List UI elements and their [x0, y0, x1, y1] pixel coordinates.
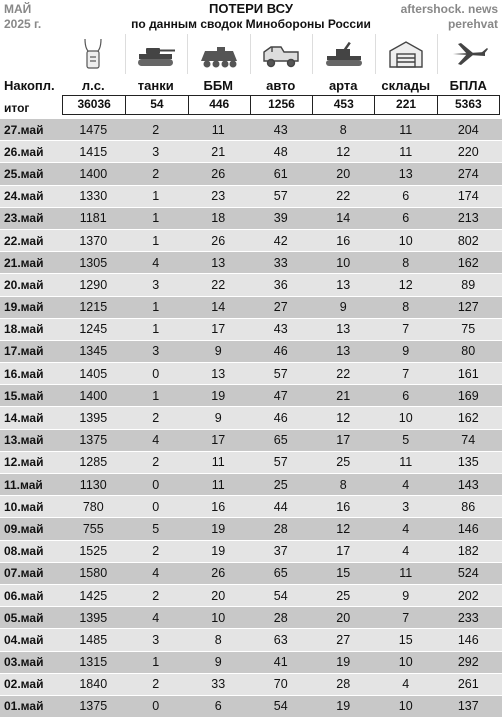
table-cell: 19 — [211, 521, 226, 536]
table-cell: 161 — [457, 366, 479, 381]
table-cell: 25 — [336, 455, 351, 470]
table-cell: 11 — [399, 144, 413, 159]
table-row — [0, 540, 502, 562]
table-cell: 0 — [152, 366, 160, 381]
table-cell: 0 — [152, 499, 160, 514]
table-cell: 28 — [336, 677, 351, 692]
table-cell: 1580 — [79, 566, 108, 581]
row-date: 26.май — [4, 144, 44, 159]
table-cell: 1370 — [79, 233, 108, 248]
table-cell: 48 — [273, 144, 288, 159]
table-cell: 65 — [273, 433, 288, 448]
column-header-tanks: танки — [137, 78, 174, 93]
table-cell: 23 — [211, 189, 226, 204]
row-date: 11.май — [4, 477, 43, 492]
table-cell: 46 — [273, 344, 288, 359]
table-cell: 57 — [273, 455, 288, 470]
table-cell: 9 — [339, 300, 347, 315]
table-cell: 16 — [336, 499, 351, 514]
row-date: 01.май — [4, 699, 44, 714]
table-cell: 5 — [152, 521, 160, 536]
table-row — [0, 406, 502, 428]
table-cell: 9 — [402, 344, 410, 359]
row-date: 02.май — [4, 677, 44, 692]
table-row — [0, 362, 502, 384]
table-cell: 14 — [211, 300, 226, 315]
table-cell: 780 — [82, 499, 104, 514]
table-cell: 4 — [402, 677, 410, 692]
table-cell: 1215 — [79, 300, 108, 315]
table-cell: 22 — [336, 366, 351, 381]
table-cell: 1840 — [79, 677, 108, 692]
table-cell: 22 — [336, 189, 351, 204]
table-cell: 12 — [398, 277, 413, 292]
table-cell: 4 — [402, 544, 410, 559]
table-cell: 1375 — [79, 699, 108, 714]
table-cell: 75 — [461, 322, 476, 337]
table-cell: 18 — [211, 211, 226, 226]
warehouse-icon — [375, 34, 438, 74]
column-header-personnel: л.с. — [81, 78, 105, 93]
table-cell: 8 — [402, 255, 410, 270]
table-row — [0, 185, 502, 207]
tank-icon — [125, 34, 188, 74]
table-cell: 1 — [152, 388, 160, 403]
table-cell: 13 — [398, 166, 413, 181]
page-subtitle: по данным сводок Минобороны России — [131, 17, 371, 31]
table-cell: 13 — [336, 344, 351, 359]
table-cell: 21 — [336, 388, 351, 403]
table-cell: 4 — [152, 433, 160, 448]
total-uav: 5363 — [437, 96, 499, 114]
table-row — [0, 207, 502, 229]
table-cell: 8 — [339, 477, 347, 492]
table-cell: 57 — [273, 189, 288, 204]
table-row — [0, 473, 502, 495]
row-date: 20.май — [4, 277, 44, 292]
table-cell: 2 — [152, 544, 160, 559]
table-cell: 17 — [336, 433, 351, 448]
table-cell: 6 — [402, 189, 410, 204]
table-cell: 1285 — [79, 455, 108, 470]
row-date: 10.май — [4, 499, 44, 514]
table-cell: 10 — [398, 699, 413, 714]
table-cell: 11 — [211, 477, 225, 492]
column-header-artillery: арта — [328, 78, 358, 93]
table-cell: 2 — [152, 122, 160, 137]
table-cell: 19 — [336, 655, 351, 670]
table-cell: 2 — [152, 455, 160, 470]
table-row — [0, 251, 502, 273]
table-cell: 42 — [273, 233, 288, 248]
table-cell: 4 — [152, 255, 160, 270]
table-cell: 13 — [211, 255, 226, 270]
table-row — [0, 140, 502, 162]
row-date: 08.май — [4, 544, 44, 559]
table-cell: 1 — [152, 233, 160, 248]
table-cell: 11 — [399, 566, 413, 581]
table-cell: 1 — [152, 211, 160, 226]
table-cell: 27 — [273, 300, 288, 315]
table-cell: 137 — [457, 699, 479, 714]
apc-icon — [187, 34, 250, 74]
column-header-afv: ББМ — [203, 78, 234, 93]
table-cell: 63 — [273, 632, 288, 647]
table-cell: 11 — [399, 122, 413, 137]
table-cell: 2 — [152, 411, 160, 426]
table-cell: 33 — [211, 677, 226, 692]
table-cell: 4 — [152, 610, 160, 625]
table-cell: 13 — [336, 277, 351, 292]
table-cell: 1485 — [79, 632, 108, 647]
table-cell: 9 — [402, 588, 410, 603]
table-cell: 8 — [339, 122, 347, 137]
table-cell: 25 — [336, 588, 351, 603]
table-cell: 524 — [457, 566, 479, 581]
table-cell: 143 — [457, 477, 479, 492]
row-date: 22.май — [4, 233, 44, 248]
table-cell: 1425 — [79, 588, 108, 603]
table-cell: 26 — [211, 233, 226, 248]
table-cell: 16 — [211, 499, 226, 514]
table-row — [0, 118, 502, 140]
table-cell: 1375 — [79, 433, 108, 448]
table-cell: 17 — [211, 322, 226, 337]
table-row — [0, 606, 502, 628]
table-cell: 54 — [273, 588, 288, 603]
total-tanks: 54 — [125, 96, 187, 114]
table-cell: 25 — [273, 477, 288, 492]
table-cell: 3 — [152, 277, 160, 292]
table-cell: 0 — [152, 699, 160, 714]
table-cell: 74 — [461, 433, 476, 448]
table-cell: 26 — [211, 566, 226, 581]
total-vehicles: 1256 — [250, 96, 312, 114]
row-date: 06.май — [4, 588, 44, 603]
table-cell: 28 — [273, 610, 288, 625]
row-date: 15.май — [4, 388, 44, 403]
truck-icon — [250, 34, 313, 74]
table-cell: 8 — [402, 300, 410, 315]
column-header-depots: склады — [381, 78, 431, 93]
table-cell: 65 — [273, 566, 288, 581]
year-label: 2025 г. — [4, 17, 42, 31]
month-label: МАЙ — [4, 2, 32, 16]
table-cell: 33 — [273, 255, 288, 270]
row-date: 09.май — [4, 521, 44, 536]
row-date: 13.май — [4, 433, 44, 448]
table-cell: 12 — [336, 521, 351, 536]
table-cell: 802 — [457, 233, 479, 248]
table-cell: 162 — [457, 411, 479, 426]
table-cell: 146 — [457, 521, 479, 536]
table-cell: 220 — [457, 144, 479, 159]
table-row — [0, 273, 502, 295]
row-date: 03.май — [4, 655, 44, 670]
table-cell: 20 — [211, 588, 226, 603]
table-cell: 6 — [214, 699, 222, 714]
table-row — [0, 340, 502, 362]
table-cell: 1395 — [79, 610, 108, 625]
row-date: 04.май — [4, 632, 44, 647]
table-cell: 1405 — [79, 366, 108, 381]
table-cell: 9 — [214, 344, 222, 359]
source-label-2: perehvat — [447, 17, 498, 31]
table-cell: 1415 — [79, 144, 108, 159]
table-cell: 233 — [457, 610, 479, 625]
table-cell: 41 — [273, 655, 288, 670]
dog-tag-icon — [62, 34, 125, 74]
table-cell: 7 — [402, 610, 410, 625]
table-cell: 1315 — [79, 655, 108, 670]
table-cell: 61 — [273, 166, 288, 181]
table-cell: 1290 — [79, 277, 108, 292]
table-cell: 2 — [152, 588, 160, 603]
table-cell: 16 — [336, 233, 351, 248]
table-cell: 10 — [398, 411, 413, 426]
table-cell: 204 — [457, 122, 479, 137]
table-cell: 54 — [273, 699, 288, 714]
table-cell: 10 — [398, 233, 413, 248]
table-cell: 20 — [336, 166, 351, 181]
table-cell: 1 — [152, 322, 160, 337]
table-cell: 213 — [457, 211, 479, 226]
total-personnel: 36036 — [77, 97, 111, 111]
table-cell: 39 — [273, 211, 288, 226]
drone-icon — [437, 34, 500, 74]
table-cell: 6 — [402, 211, 410, 226]
table-cell: 146 — [457, 632, 479, 647]
table-cell: 2 — [152, 677, 160, 692]
table-cell: 28 — [273, 521, 288, 536]
table-cell: 19 — [211, 544, 226, 559]
table-cell: 1181 — [79, 211, 107, 226]
table-cell: 1475 — [79, 122, 108, 137]
table-cell: 70 — [273, 677, 288, 692]
table-cell: 11 — [211, 455, 225, 470]
table-cell: 10 — [211, 610, 226, 625]
table-row — [0, 584, 502, 606]
table-cell: 22 — [211, 277, 226, 292]
table-cell: 86 — [461, 499, 476, 514]
table-cell: 182 — [457, 544, 479, 559]
table-cell: 1400 — [79, 388, 108, 403]
total-label: итог — [4, 101, 30, 115]
table-cell: 37 — [273, 544, 288, 559]
table-cell: 11 — [211, 122, 225, 137]
table-cell: 17 — [336, 544, 351, 559]
table-row — [0, 162, 502, 184]
table-cell: 127 — [457, 300, 479, 315]
total-afv: 446 — [188, 96, 250, 114]
table-cell: 8 — [214, 632, 222, 647]
table-row — [0, 384, 502, 406]
table-cell: 3 — [152, 632, 160, 647]
row-date: 24.май — [4, 189, 44, 204]
table-cell: 174 — [457, 189, 479, 204]
row-date: 21.май — [4, 255, 44, 270]
table-cell: 4 — [402, 521, 410, 536]
table-row — [0, 651, 502, 673]
cumulative-label: Накопл. — [4, 78, 55, 93]
table-cell: 3 — [402, 499, 410, 514]
table-cell: 1400 — [79, 166, 108, 181]
row-date: 14.май — [4, 411, 44, 426]
table-cell: 89 — [461, 277, 476, 292]
table-cell: 202 — [457, 588, 479, 603]
table-cell: 9 — [214, 411, 222, 426]
table-cell: 80 — [461, 344, 476, 359]
table-cell: 27 — [336, 632, 351, 647]
row-date: 16.май — [4, 366, 44, 381]
table-cell: 19 — [336, 699, 351, 714]
row-date: 19.май — [4, 300, 44, 315]
table-cell: 21 — [211, 144, 226, 159]
category-icons — [62, 34, 500, 74]
source-label-1: aftershock. news — [400, 2, 498, 16]
table-cell: 1130 — [79, 477, 107, 492]
table-cell: 12 — [336, 411, 351, 426]
table-cell: 7 — [402, 322, 410, 337]
table-cell: 162 — [457, 255, 479, 270]
losses-table — [0, 118, 502, 717]
column-header-uav: БПЛА — [449, 78, 487, 93]
table-cell: 4 — [152, 566, 160, 581]
table-row — [0, 318, 502, 340]
table-cell: 14 — [336, 211, 351, 226]
column-headers — [0, 78, 502, 94]
row-date: 23.май — [4, 211, 44, 226]
column-header-vehicles: авто — [266, 78, 296, 93]
table-cell: 12 — [336, 144, 351, 159]
table-cell: 44 — [273, 499, 288, 514]
table-cell: 1245 — [79, 322, 108, 337]
table-row — [0, 229, 502, 251]
table-cell: 5 — [402, 433, 410, 448]
total-depots: 221 — [374, 96, 436, 114]
table-cell: 43 — [273, 322, 288, 337]
table-cell: 17 — [211, 433, 226, 448]
row-date: 05.май — [4, 610, 44, 625]
table-cell: 4 — [402, 477, 410, 492]
table-cell: 10 — [336, 255, 351, 270]
table-cell: 1 — [152, 655, 160, 670]
table-cell: 11 — [399, 455, 413, 470]
table-cell: 10 — [398, 655, 413, 670]
table-cell: 9 — [214, 655, 222, 670]
table-cell: 47 — [273, 388, 288, 403]
table-row — [0, 673, 502, 695]
table-cell: 1345 — [79, 344, 108, 359]
table-cell: 3 — [152, 344, 160, 359]
table-cell: 19 — [211, 388, 226, 403]
table-cell: 2 — [152, 166, 160, 181]
row-date: 07.май — [4, 566, 44, 581]
total-artillery: 453 — [312, 96, 374, 114]
table-cell: 1305 — [79, 255, 108, 270]
row-date: 25.май — [4, 166, 44, 181]
table-cell: 7 — [402, 366, 410, 381]
artillery-icon — [312, 34, 375, 74]
table-cell: 43 — [273, 122, 288, 137]
table-cell: 169 — [457, 388, 479, 403]
table-cell: 26 — [211, 166, 226, 181]
table-cell: 1 — [152, 189, 160, 204]
table-row — [0, 451, 502, 473]
row-date: 17.май — [4, 344, 44, 359]
table-cell: 755 — [82, 521, 104, 536]
row-date: 27.май — [4, 122, 44, 137]
table-row — [0, 517, 502, 539]
table-cell: 13 — [336, 322, 351, 337]
table-row — [0, 495, 502, 517]
table-cell: 0 — [152, 477, 160, 492]
table-cell: 1330 — [79, 189, 108, 204]
table-cell: 15 — [336, 566, 351, 581]
table-row — [0, 562, 502, 584]
table-cell: 261 — [457, 677, 479, 692]
row-date: 18.май — [4, 322, 44, 337]
table-cell: 36 — [273, 277, 288, 292]
table-cell: 3 — [152, 144, 160, 159]
table-row — [0, 695, 502, 717]
table-cell: 15 — [398, 632, 413, 647]
table-cell: 135 — [457, 455, 479, 470]
totals-box — [62, 95, 500, 115]
row-date: 12.май — [4, 455, 44, 470]
table-cell: 6 — [402, 388, 410, 403]
header — [0, 0, 502, 36]
table-cell: 57 — [273, 366, 288, 381]
table-row — [0, 628, 502, 650]
table-cell: 1395 — [79, 411, 108, 426]
table-cell: 13 — [211, 366, 226, 381]
table-cell: 1 — [152, 300, 160, 315]
table-cell: 1525 — [79, 544, 108, 559]
table-cell: 274 — [457, 166, 479, 181]
table-cell: 46 — [273, 411, 288, 426]
table-cell: 20 — [336, 610, 351, 625]
table-row — [0, 429, 502, 451]
table-cell: 292 — [457, 655, 479, 670]
totals-row — [0, 95, 502, 115]
table-row — [0, 296, 502, 318]
page-title: ПОТЕРИ ВСУ — [209, 1, 293, 16]
